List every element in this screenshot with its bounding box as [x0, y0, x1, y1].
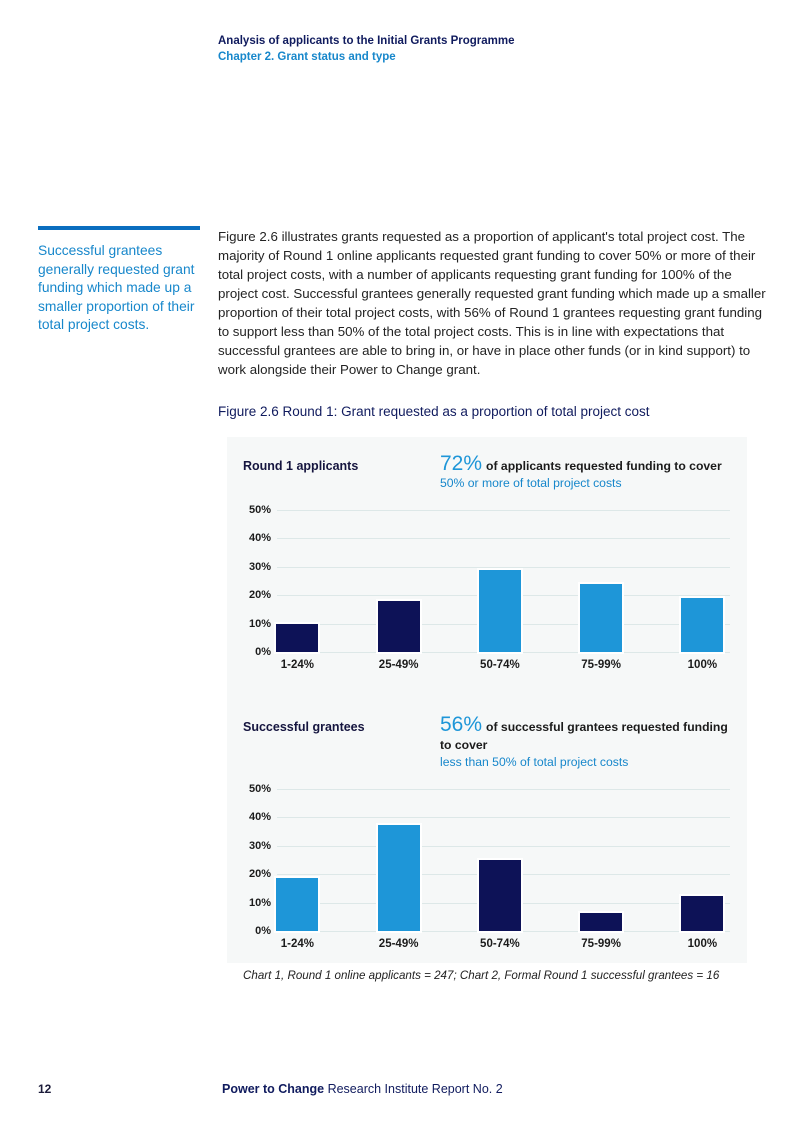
- x-tick-label: 75-99%: [581, 659, 621, 671]
- figure-caption: Figure 2.6 Round 1: Grant requested as a proportion of total project cost: [218, 404, 650, 419]
- report-title: Analysis of applicants to the Initial Grants Programme: [218, 35, 515, 47]
- x-tick-label: 1-24%: [280, 659, 314, 671]
- y-tick-label: 10%: [248, 617, 271, 630]
- y-tick-label: 30%: [248, 839, 271, 852]
- stat-line1: [440, 713, 730, 754]
- pull-quote-rule: [38, 226, 200, 230]
- chart-stat: [440, 452, 730, 491]
- bar-75-99%: [580, 584, 622, 652]
- x-tick-label: 25-49%: [378, 659, 419, 671]
- y-tick-label: 20%: [248, 868, 271, 881]
- x-tick-label: 1-24%: [280, 938, 314, 950]
- y-tick-label: 50%: [248, 504, 271, 516]
- page-number: 12: [38, 1082, 52, 1096]
- y-tick-label: 20%: [248, 589, 271, 602]
- bar-25-49%: [378, 825, 420, 932]
- gridline: [277, 538, 730, 539]
- chapter-title: Chapter 2. Grant status and type: [218, 51, 396, 63]
- figure-footnote: Chart 1, Round 1 online applicants = 247; Chart 2, Formal Round 1 successful grantees = 16: [243, 969, 720, 982]
- x-tick-label: 100%: [687, 659, 718, 671]
- x-tick-label: 75-99%: [581, 938, 621, 950]
- gridline: [277, 846, 730, 847]
- bar-1-24%: [276, 878, 318, 931]
- document-header: [218, 33, 515, 65]
- footer-brand: [222, 1082, 503, 1096]
- pull-quote-text: Successful grantees generally requested grant funding which made up a smaller proportion of their total project costs.: [38, 243, 195, 332]
- x-axis-labels: [277, 652, 730, 676]
- footer-brand-name: Power to Change: [222, 1082, 325, 1096]
- pull-quote: [38, 226, 202, 335]
- x-tick-label: 50-74%: [480, 659, 520, 671]
- stat-value: 72%: [440, 452, 483, 475]
- stat-text: of successful grantees requested funding to cover: [440, 720, 728, 752]
- gridline: [277, 789, 730, 790]
- chart-title: Successful grantees: [243, 720, 365, 734]
- bar-100%: [681, 598, 723, 652]
- figure-box: [227, 437, 747, 982]
- x-tick-label: 25-49%: [378, 938, 419, 950]
- y-tick-label: 0%: [255, 646, 271, 658]
- stat-value: 56%: [440, 713, 483, 736]
- body-paragraph: Figure 2.6 illustrates grants requested as a proportion of applicant's total project cost. The majority of Round 1 online applicants requested grant funding to cover 50% or more of their total project costs, with a number of applicants requesting grant funding for 100% of the project cost. Successful grantees generally requested grant funding which made up a smaller proportion of their total project costs, with 56% of Round 1 grantees requesting grant funding to support less than 50% of the total project costs. This is in line with expectations that successful grantees are able to bring in, or have in place other funds (or in kind support) to work alongside their Power to Change grant.: [218, 229, 766, 377]
- y-tick-label: 50%: [248, 783, 271, 795]
- bar-25-49%: [378, 601, 420, 652]
- x-tick-label: 100%: [687, 938, 718, 950]
- gridline: [277, 510, 730, 511]
- stat-line2: less than 50% of total project costs: [440, 755, 629, 769]
- x-tick-label: 50-74%: [480, 938, 520, 950]
- y-tick-label: 40%: [248, 811, 271, 824]
- chart-header: [243, 713, 730, 770]
- chart-title: Round 1 applicants: [243, 459, 359, 473]
- chart-successful-grantees: [243, 713, 730, 955]
- gridline: [277, 817, 730, 818]
- plot-area: [248, 783, 730, 937]
- bar-50-74%: [479, 860, 521, 931]
- footer-brand-rest: Research Institute Report No. 2: [327, 1082, 503, 1096]
- y-tick-label: 30%: [248, 560, 271, 573]
- y-tick-label: 40%: [248, 532, 271, 545]
- chart-stat: [440, 713, 730, 770]
- bar-75-99%: [580, 913, 622, 931]
- chart-header: [243, 452, 730, 491]
- stat-line1: [440, 452, 730, 475]
- y-tick-label: 0%: [255, 925, 271, 937]
- bar-100%: [681, 896, 723, 932]
- bar-1-24%: [276, 624, 318, 652]
- plot-area: [248, 504, 730, 658]
- x-axis-labels: [277, 931, 730, 955]
- chart-round1-applicants: [243, 452, 730, 676]
- stat-text: of applicants requested funding to cover: [486, 459, 722, 473]
- stat-line2: 50% or more of total project costs: [440, 476, 622, 490]
- gridline: [277, 567, 730, 568]
- y-tick-label: 10%: [248, 896, 271, 909]
- bar-50-74%: [479, 570, 521, 652]
